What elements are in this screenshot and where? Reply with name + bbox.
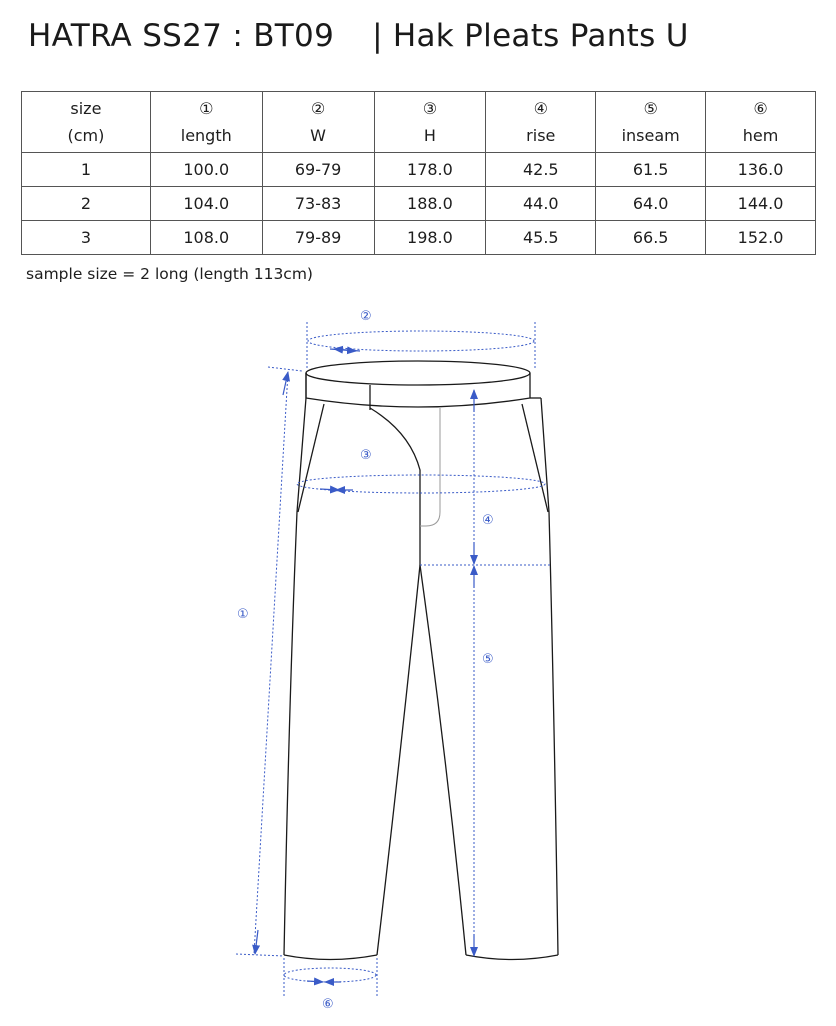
header-rise: ④ rise — [486, 92, 596, 153]
title-product: Hak Pleats Pants U — [392, 18, 689, 54]
length-measure-line — [254, 372, 288, 954]
cell-hip: 198.0 — [374, 221, 486, 255]
right-hem — [466, 955, 558, 960]
cell-hem: 144.0 — [706, 187, 816, 221]
header-inseam: ⑤ inseam — [596, 92, 706, 153]
waistband-top — [306, 361, 530, 385]
cell-rise: 44.0 — [486, 187, 596, 221]
measurement-guides — [236, 322, 552, 996]
length-tick-top — [268, 367, 302, 371]
right-leg-outer — [541, 398, 558, 955]
cell-length: 104.0 — [150, 187, 262, 221]
header-waist: ② W — [262, 92, 374, 153]
cell-size: 2 — [22, 187, 151, 221]
header-length: ① length — [150, 92, 262, 153]
header-hip: ③ H — [374, 92, 486, 153]
label-inseam: ⑤ — [482, 652, 494, 667]
fly-curve — [370, 408, 420, 565]
right-leg-inner — [420, 565, 466, 955]
header-size: size (cm) — [22, 92, 151, 153]
length-tick-bottom — [236, 954, 284, 956]
header-hem: ⑥ hem — [706, 92, 816, 153]
cell-size: 3 — [22, 221, 151, 255]
length-arrow-top — [283, 372, 288, 395]
fly-stitch — [420, 408, 440, 526]
cell-hem: 152.0 — [706, 221, 816, 255]
right-pocket — [522, 404, 548, 512]
cell-rise: 45.5 — [486, 221, 596, 255]
label-waist: ② — [360, 309, 372, 324]
label-hem: ⑥ — [322, 997, 334, 1012]
measurement-arrows — [255, 349, 474, 982]
cell-length: 100.0 — [150, 153, 262, 187]
cell-inseam: 66.5 — [596, 221, 706, 255]
cell-size: 1 — [22, 153, 151, 187]
cell-hem: 136.0 — [706, 153, 816, 187]
title-main: HATRA SS27 : BT09 — [28, 18, 335, 54]
cell-inseam: 64.0 — [596, 187, 706, 221]
cell-waist: 79-89 — [262, 221, 374, 255]
hem-measure-ellipse — [284, 968, 376, 982]
cell-rise: 42.5 — [486, 153, 596, 187]
cell-hip: 188.0 — [374, 187, 486, 221]
cell-inseam: 61.5 — [596, 153, 706, 187]
label-length: ① — [237, 607, 249, 622]
label-rise: ④ — [482, 513, 494, 528]
hem-arrow-right — [307, 981, 323, 982]
cell-waist: 69-79 — [262, 153, 374, 187]
length-arrow-bottom — [255, 930, 258, 954]
left-hem — [284, 955, 377, 960]
cell-waist: 73-83 — [262, 187, 374, 221]
title-separator: | — [372, 18, 383, 54]
cell-length: 108.0 — [150, 221, 262, 255]
left-leg-inner — [377, 565, 420, 955]
pants-outline — [284, 361, 558, 960]
cell-hip: 178.0 — [374, 153, 486, 187]
waist-measure-ellipse — [308, 331, 534, 351]
label-hip: ③ — [360, 448, 372, 463]
sample-size-note: sample size = 2 long (length 113cm) — [26, 265, 313, 283]
